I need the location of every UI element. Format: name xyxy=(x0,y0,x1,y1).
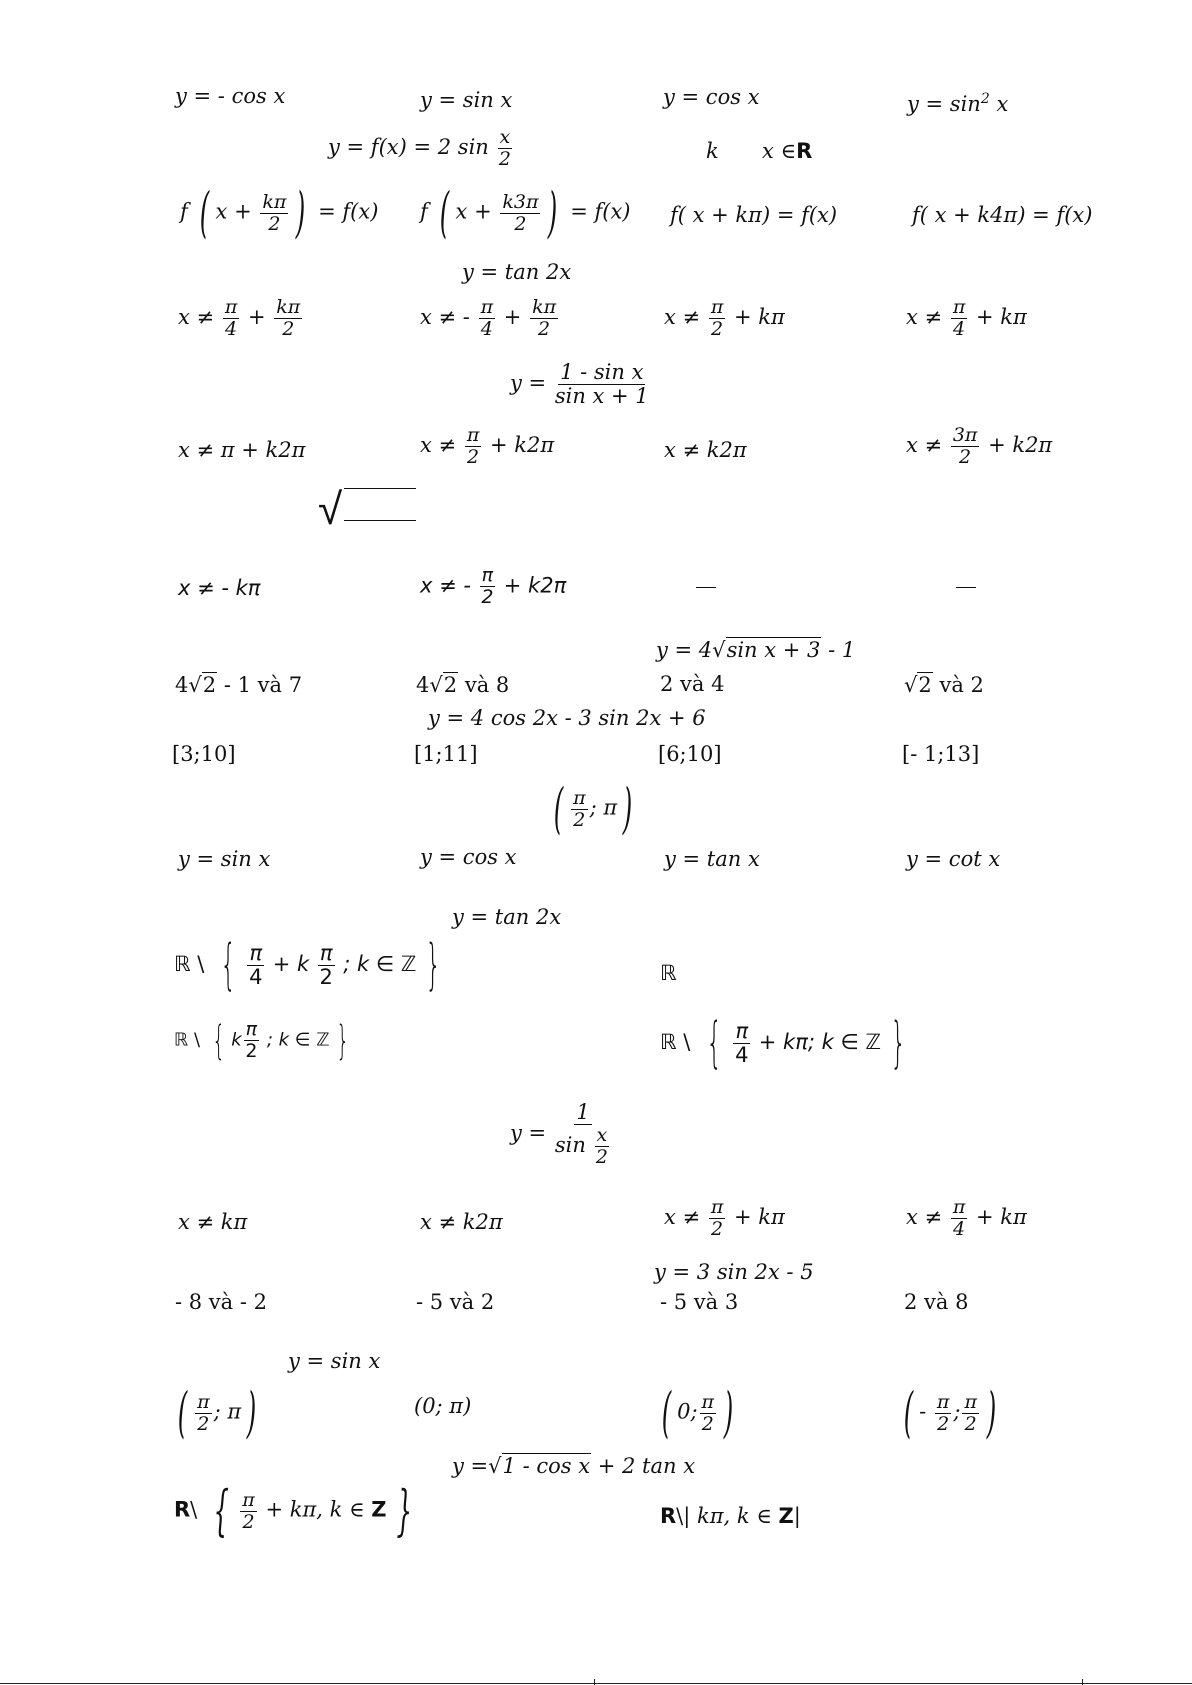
neq-prefix: x ≠ xyxy=(664,305,701,329)
fraction-denominator: 4 xyxy=(225,318,238,340)
fraction-numerator: π xyxy=(573,786,586,809)
fraction-denominator: 4 xyxy=(953,1218,966,1240)
option-d-3pi2-k2pi xyxy=(906,426,1052,467)
option-c-2-4: 2 và 4 xyxy=(660,672,725,696)
interval-tail: ; π xyxy=(213,1399,242,1424)
fraction-denominator: 2 xyxy=(937,1412,950,1435)
question-sqrt-function: y = 4√sin x + 3 - 1 xyxy=(656,638,856,662)
option-c-interval-0-pi2: ( 0; $\frac{\pi}{2}$ ) xyxy=(661,1381,734,1444)
question-cos-sin-function: y = 4 cos 2x - 3 sin 2x + 6 xyxy=(428,706,706,730)
plus-k2pi: + k2π xyxy=(490,433,555,457)
set-minus: \ xyxy=(676,1504,684,1528)
inner-expr: x + xyxy=(455,199,492,224)
plus-sign: + xyxy=(248,305,266,329)
option-a-neg-cos: y = - cos x xyxy=(175,84,286,108)
function-tail: - 1 xyxy=(828,638,856,662)
variable: x xyxy=(996,92,1009,116)
fraction-numerator: π xyxy=(242,1488,255,1511)
option-a-domain-r-minus-pi2: R\ { $\frac{\pi}{2}$ + kπ, k ∈ Z } xyxy=(174,1479,412,1542)
range-tail: và 2 xyxy=(939,673,984,697)
plus-k: + k xyxy=(272,952,310,976)
fraction-denominator: 2 xyxy=(319,964,333,989)
fraction-numerator: π xyxy=(952,296,966,318)
option-b-1-11: [1;11] xyxy=(414,742,478,766)
option-a-neg8-neg2: - 8 và - 2 xyxy=(175,1290,267,1314)
option-b-interval-0-pi: (0; π) xyxy=(414,1394,472,1418)
fraction-numerator: x xyxy=(499,126,511,148)
option-d-pi4-kpi xyxy=(906,1198,1027,1239)
fraction-numerator: π xyxy=(249,940,263,965)
option-c-domain-set: ℝ \ { k $\frac{\pi}{2}$ ; k ∈ ℤ } xyxy=(174,1017,349,1064)
option-a-pi-k2pi: x ≠ π + k2π xyxy=(178,438,306,462)
plus-k2pi: + k2π xyxy=(503,573,567,598)
question-3sin2x-minus5: y = 3 sin 2x - 5 xyxy=(654,1260,814,1284)
minus-sign: - xyxy=(919,1399,927,1424)
interval-tail: ; π xyxy=(589,795,618,820)
option-a-period-kpi-2: f ( x + $\frac{k\pi}{2}$ ) = f(x) xyxy=(180,181,379,244)
option-c-period-kpi: f( x + kπ) = f(x) xyxy=(670,203,838,227)
option-d-pi4-kpi xyxy=(906,298,1027,339)
neq-prefix: x ≠ xyxy=(906,305,943,329)
option-c-pi2-kpi xyxy=(664,298,785,339)
option-a-kpi: x ≠ kπ xyxy=(178,1210,248,1234)
option-c-pi2-kpi xyxy=(664,1198,785,1239)
fraction-numerator: π xyxy=(319,940,333,965)
fraction-numerator: π xyxy=(701,1390,715,1413)
page-bottom-tick xyxy=(1082,1679,1083,1685)
neq-prefix: x ≠ xyxy=(906,433,943,457)
set-minus: \ xyxy=(190,1497,198,1522)
option-a-domain-set: ℝ \ { $\frac{\pi}{4}$ + k $\frac{\pi}{2}$ ; k ∈ ℤ } xyxy=(174,933,442,996)
set-condition: + kπ; k ∈ ℤ xyxy=(758,1030,882,1054)
question-sqrt-cos-tan: y =√1 - cos x + 2 tan x xyxy=(452,1454,696,1478)
neq-prefix: x ≠ - xyxy=(420,573,471,598)
neq-prefix: x ≠ xyxy=(664,1205,701,1229)
option-d-interval-neg-pi2-pi2: ( - $\frac{\pi}{2}$ ; $\frac{\pi}{2}$ ) xyxy=(903,1381,997,1444)
question-one-over-sin xyxy=(510,1102,613,1167)
plus-sign: + xyxy=(503,305,522,329)
option-a-3-10: [3;10] xyxy=(172,742,236,766)
fraction-numerator: kπ xyxy=(276,296,301,318)
fraction-numerator: π xyxy=(952,1196,966,1218)
page-bottom-rule xyxy=(0,1683,1192,1684)
question-tan-2x: y = tan 2x xyxy=(462,260,572,284)
k-factor: k xyxy=(231,1029,242,1051)
inner-denominator: 2 xyxy=(595,1146,608,1168)
function-lhs: y = xyxy=(510,1121,547,1145)
option-d-dash xyxy=(956,587,976,588)
question-sin-monotonic: y = sin x xyxy=(288,1349,381,1373)
function-lhs: y = f(x) = 2 sin xyxy=(328,135,489,159)
fraction-denominator: 2 xyxy=(242,1510,255,1533)
fraction-denominator: 2 xyxy=(711,1218,724,1240)
option-b-sin: y = sin x xyxy=(420,88,513,112)
option-c-cos: y = cos x xyxy=(663,85,760,109)
plus-kpi: + kπ xyxy=(734,1205,785,1229)
equals-f: = f(x) xyxy=(318,199,379,224)
fraction-numerator: π xyxy=(481,564,494,586)
option-a-interval-pi2-pi: ( $\frac{\pi}{2}$ ; π ) xyxy=(177,1381,257,1444)
option-a-neg-kpi: x ≠ - kπ xyxy=(178,576,261,600)
domain-prefix: x ∈ xyxy=(762,139,797,163)
fraction-denominator: 4 xyxy=(480,318,493,340)
plus-kpi: + kπ xyxy=(734,305,785,329)
set-condition: ; k ∈ ℤ xyxy=(343,952,417,976)
fraction-denominator: 2 xyxy=(481,586,494,608)
fraction-numerator: 1 - sin x xyxy=(560,360,644,384)
neq-prefix: x ≠ xyxy=(906,1205,943,1229)
option-d-neg1-13: [- 1;13] xyxy=(902,742,980,766)
fraction-denominator: 2 xyxy=(959,446,972,468)
separator: ; xyxy=(953,1399,961,1424)
question-interval-pi2-pi: ( $\frac{\pi}{2}$ ; π ) xyxy=(553,777,633,840)
fraction-denominator: 2 xyxy=(197,1412,210,1435)
question-fraction-function xyxy=(510,362,651,407)
option-d-2-8: 2 và 8 xyxy=(904,1290,969,1314)
fraction-denominator: 2 xyxy=(711,318,724,340)
coefficient: 4 xyxy=(416,673,430,697)
fraction-denominator: 2 xyxy=(498,148,511,170)
fraction-denominator: 2 xyxy=(282,318,295,340)
option-a-sin: y = sin x xyxy=(178,847,271,871)
radicand: 1 - cos x xyxy=(502,1454,591,1478)
exponent: 2 xyxy=(980,91,990,107)
plus-kpi: + kπ xyxy=(976,1205,1027,1229)
option-b-pi2-k2pi xyxy=(420,426,554,467)
fraction-numerator: π xyxy=(480,296,494,318)
set-condition: ; k ∈ ℤ xyxy=(266,1029,330,1051)
coefficient: 4 xyxy=(175,673,189,697)
range-tail: và 8 xyxy=(464,673,510,697)
plus-k2pi: + k2π xyxy=(988,433,1053,457)
variable-k: k xyxy=(706,139,719,163)
fraction-numerator: k3π xyxy=(502,190,539,213)
option-c-tan: y = tan x xyxy=(664,847,760,871)
option-c-neg5-3: - 5 và 3 xyxy=(660,1290,739,1314)
fraction-numerator: π xyxy=(964,1390,977,1413)
radicand: sin x + 3 xyxy=(726,638,821,662)
equals-f: = f(x) xyxy=(570,199,631,224)
set-r: R xyxy=(660,1504,677,1528)
f-symbol: f xyxy=(420,199,428,224)
option-c-6-10: [6;10] xyxy=(658,742,722,766)
range-tail: - 1 và 7 xyxy=(223,673,303,697)
option-a-pi4-kpi2 xyxy=(178,298,304,339)
set-condition: kπ, k ∈ xyxy=(697,1504,772,1528)
radicand: 2 xyxy=(443,673,458,697)
set-r: R xyxy=(796,139,813,163)
set-z: Z xyxy=(371,1497,387,1522)
option-d-cot: y = cot x xyxy=(906,847,1001,871)
fraction-bar xyxy=(344,520,416,521)
set-r: R xyxy=(174,1497,191,1522)
option-b-domain-r-minus-kpi: R\| kπ, k ∈ Z| xyxy=(660,1504,801,1528)
function-lhs: y = xyxy=(452,1454,489,1478)
radicand: 2 xyxy=(918,673,932,697)
fraction-numerator: kπ xyxy=(532,296,557,318)
f-symbol: f xyxy=(180,199,188,224)
set-r: ℝ \ xyxy=(660,1030,691,1054)
fraction-denominator: 2 xyxy=(964,1412,977,1435)
interval-head: 0; xyxy=(677,1399,698,1424)
set-condition: + kπ, k ∈ xyxy=(265,1497,365,1522)
sin-fn: sin xyxy=(554,1133,586,1157)
set-r: ℝ \ xyxy=(174,952,205,976)
neq-prefix: x ≠ - xyxy=(420,305,470,329)
page-bottom-tick xyxy=(594,1679,595,1685)
fraction-denominator: 4 xyxy=(735,1042,749,1067)
question-function-f xyxy=(328,128,514,169)
option-b-neg-pi2-k2pi xyxy=(420,566,566,607)
option-d-sin-squared xyxy=(907,92,1008,115)
set-z: Z xyxy=(778,1504,794,1528)
option-b-period-k3pi-2: f ( x + $\frac{k3\pi}{2}$ ) = f(x) xyxy=(420,181,631,244)
fraction-numerator: π xyxy=(466,424,480,446)
fraction-denominator: 2 xyxy=(268,212,281,235)
fraction-numerator: π xyxy=(224,296,238,318)
fraction-numerator: π xyxy=(245,1018,258,1040)
inner-numerator: x xyxy=(596,1124,608,1146)
fraction-denominator: sin x + 1 xyxy=(554,384,649,408)
option-d-sqrt2-2: √2 và 2 xyxy=(904,673,984,697)
fraction-numerator: π xyxy=(735,1018,749,1043)
fraction-denominator: 2 xyxy=(467,446,480,468)
question-tan-2x-domain: y = tan 2x xyxy=(452,905,562,929)
fraction-denominator: 2 xyxy=(701,1412,714,1435)
option-b-domain-r: ℝ xyxy=(660,961,677,985)
domain-x-in-r xyxy=(762,141,812,162)
fraction-numerator: π xyxy=(197,1390,210,1413)
radical-overline xyxy=(344,488,416,489)
fraction-numerator: kπ xyxy=(262,190,287,213)
option-d-period-k4pi: f( x + k4π) = f(x) xyxy=(912,203,1093,227)
option-c-k2pi: x ≠ k2π xyxy=(664,438,747,462)
option-b-k2pi: x ≠ k2π xyxy=(420,1210,503,1234)
fraction-denominator: 2 xyxy=(573,808,586,831)
option-b-neg-pi4-kpi2 xyxy=(420,298,560,339)
fraction-denominator: 2 xyxy=(538,318,551,340)
option-d-domain-set: ℝ \ { $\frac{\pi}{4}$ + kπ; k ∈ ℤ } xyxy=(660,1011,906,1074)
function-lhs: y = xyxy=(510,371,547,395)
option-b-neg5-2: - 5 và 2 xyxy=(416,1290,495,1314)
option-a-4sqrt2-minus1-7: 4√2 - 1 và 7 xyxy=(175,673,303,697)
neq-prefix: x ≠ xyxy=(178,305,215,329)
option-b-cos: y = cos x xyxy=(420,845,517,869)
fraction-denominator: 2 xyxy=(245,1040,258,1062)
fraction-denominator: 2 xyxy=(514,212,527,235)
fraction-numerator: π xyxy=(936,1390,950,1413)
inner-expr: x + xyxy=(215,199,252,224)
fraction-numerator: π xyxy=(710,296,724,318)
fraction-denominator: 4 xyxy=(249,964,263,989)
function-lhs: y = 4 xyxy=(656,638,713,662)
fraction-numerator: 1 xyxy=(576,1100,590,1124)
option-c-dash xyxy=(696,587,716,588)
plus-kpi: + kπ xyxy=(976,305,1027,329)
radicand: 2 xyxy=(202,673,217,697)
sin-squared-base: y = sin xyxy=(907,92,981,116)
neq-prefix: x ≠ xyxy=(420,433,457,457)
radical-sign: √ xyxy=(318,484,343,535)
fraction-numerator: π xyxy=(710,1196,724,1218)
option-b-4sqrt2-8: 4√2 và 8 xyxy=(416,673,510,697)
fraction-denominator: 4 xyxy=(953,318,966,340)
function-tail: + 2 tan x xyxy=(597,1454,696,1478)
set-r: ℝ \ xyxy=(174,1029,201,1051)
fraction-numerator: 3π xyxy=(952,424,978,446)
